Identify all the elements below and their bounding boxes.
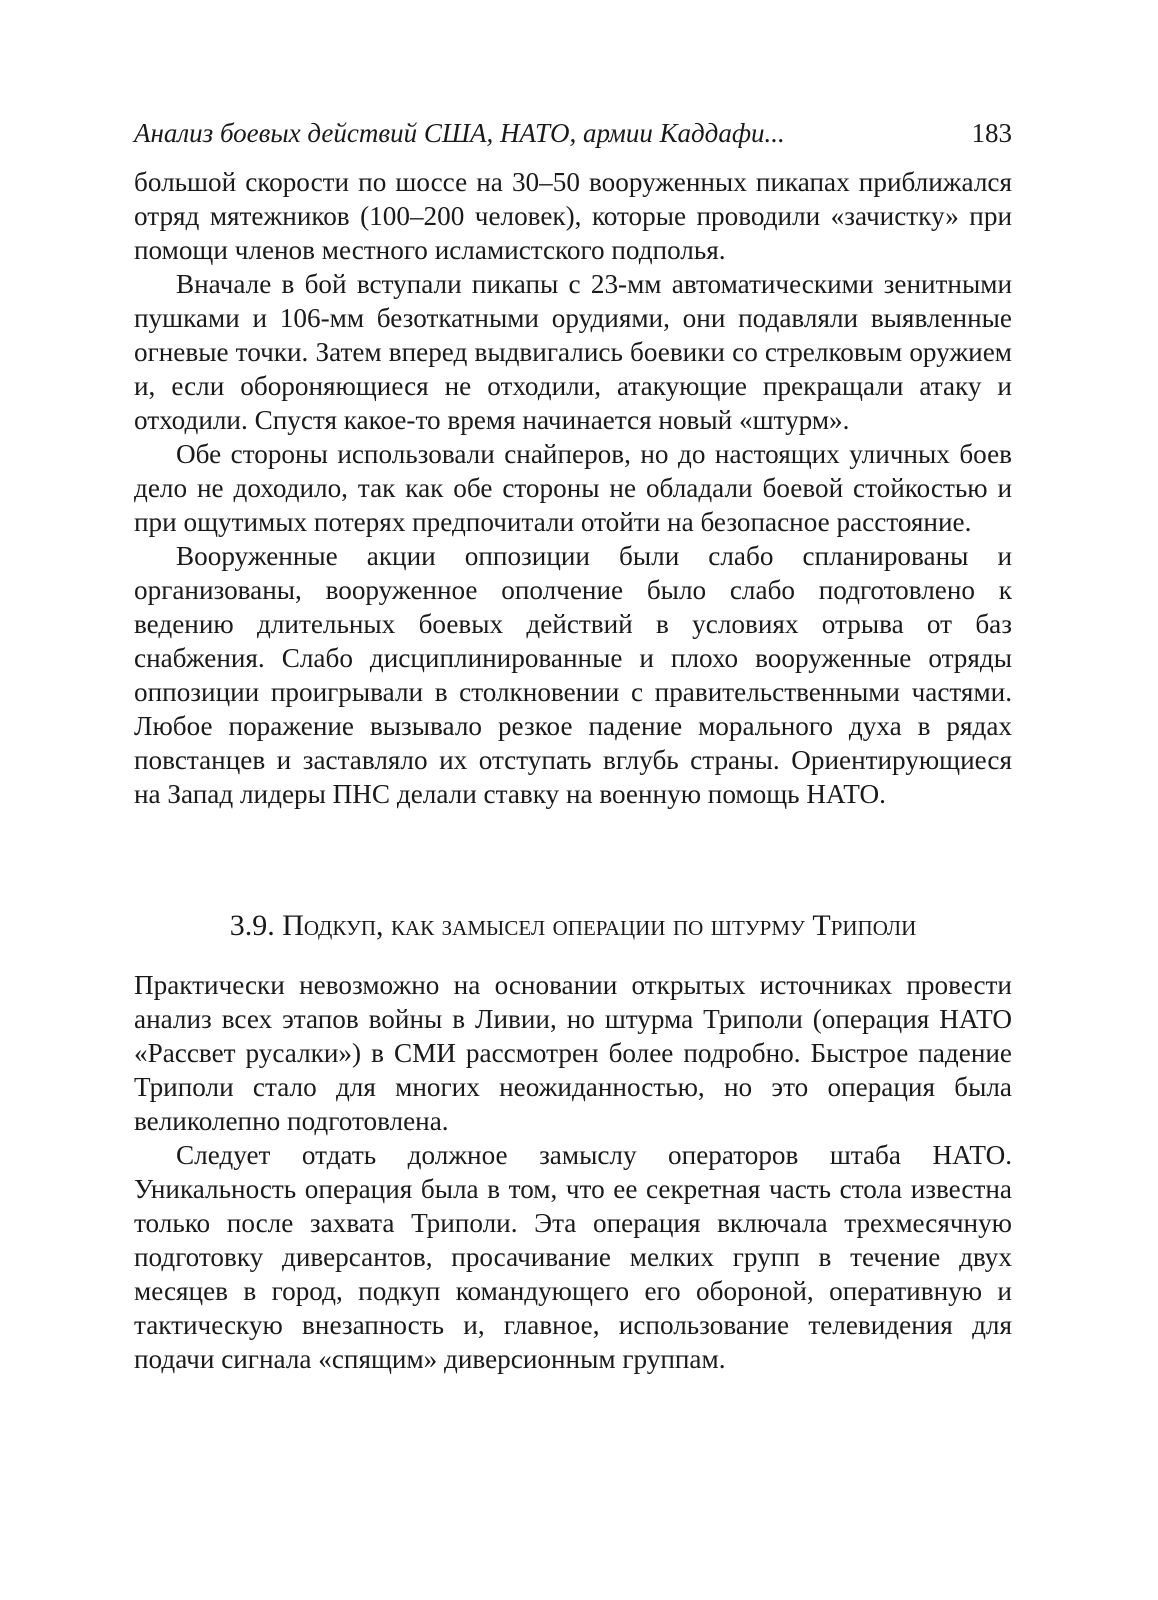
paragraph: Вначале в бой вступали пикапы с 23-мм автоматическими зенитными пушками и 106-мм безоткатными орудиями, они подавляли выявленные огневые точки. Затем вперед выдвигались боевики со стрелковым оружием и, если обороняющиеся не отходили, атакующие прекращали атаку и отходили. Спустя какое-то время начинается новый «штурм». (134, 269, 1012, 435)
running-head (134, 120, 1012, 147)
paragraph: Обе стороны использовали снайперов, но до настоящих уличных боев дело не доходило, так как обе стороны не обладали боевой стойкостью и при ощутимых потерях предпочитали отойти на безопасное расстояние. (134, 439, 1012, 537)
section-heading-text: 3.9. Подкуп, как замысел операции по штурму Триполи (229, 909, 917, 942)
running-head-title: Анализ боевых действий США, НАТО, армии Каддафи... (134, 118, 785, 148)
paragraph: Вооруженные акции оппозиции были слабо спланированы и организованы, вооруженное ополчение было слабо подготовлено к ведению длительных боевых действий в условиях отрыва от баз снабжения. Слабо дисциплинированные и плохо вооруженные отряды оппозиции проигрывали в столкновении с правительственными частями. Любое поражение вызывало резкое падение морального духа в рядах повстанцев и заставляло их отступать вглубь страны. Ориентирующиеся на Запад лидеры ПНС делали ставку на военную помощь НАТО. (134, 541, 1012, 809)
book-page (134, 120, 1012, 1376)
paragraph: Практически невозможно на основании открытых источниках провести анализ всех этапов войны в Ливии, но штурма Триполи (операция НАТО «Рассвет русалки») в СМИ рассмотрен более подробно. Быстрое падение Триполи стало для многих неожиданностью, но это операция была великолепно подготовлена. (134, 970, 1012, 1136)
page-number: 183 (971, 118, 1012, 148)
paragraph: большой скорости по шоссе на 30–50 вооруженных пикапах приближался отряд мятежников (100–200 человек), которые проводили «зачистку» при помощи членов местного исламистского подполья. (134, 167, 1012, 265)
paragraph: Следует отдать должное замыслу операторов штаба НАТО. Уникальность операция была в том, что ее секретная часть стола известна только после захвата Триполи. Эта операция включала трехмесячную подготовку диверсантов, просачивание мелких групп в течение двух месяцев в город, подкуп командующего его обороной, оперативную и тактическую внезапность и, главное, использование телевидения для подачи сигнала «спящим» диверсионным группам. (134, 1140, 1012, 1374)
section-heading (134, 909, 1012, 942)
